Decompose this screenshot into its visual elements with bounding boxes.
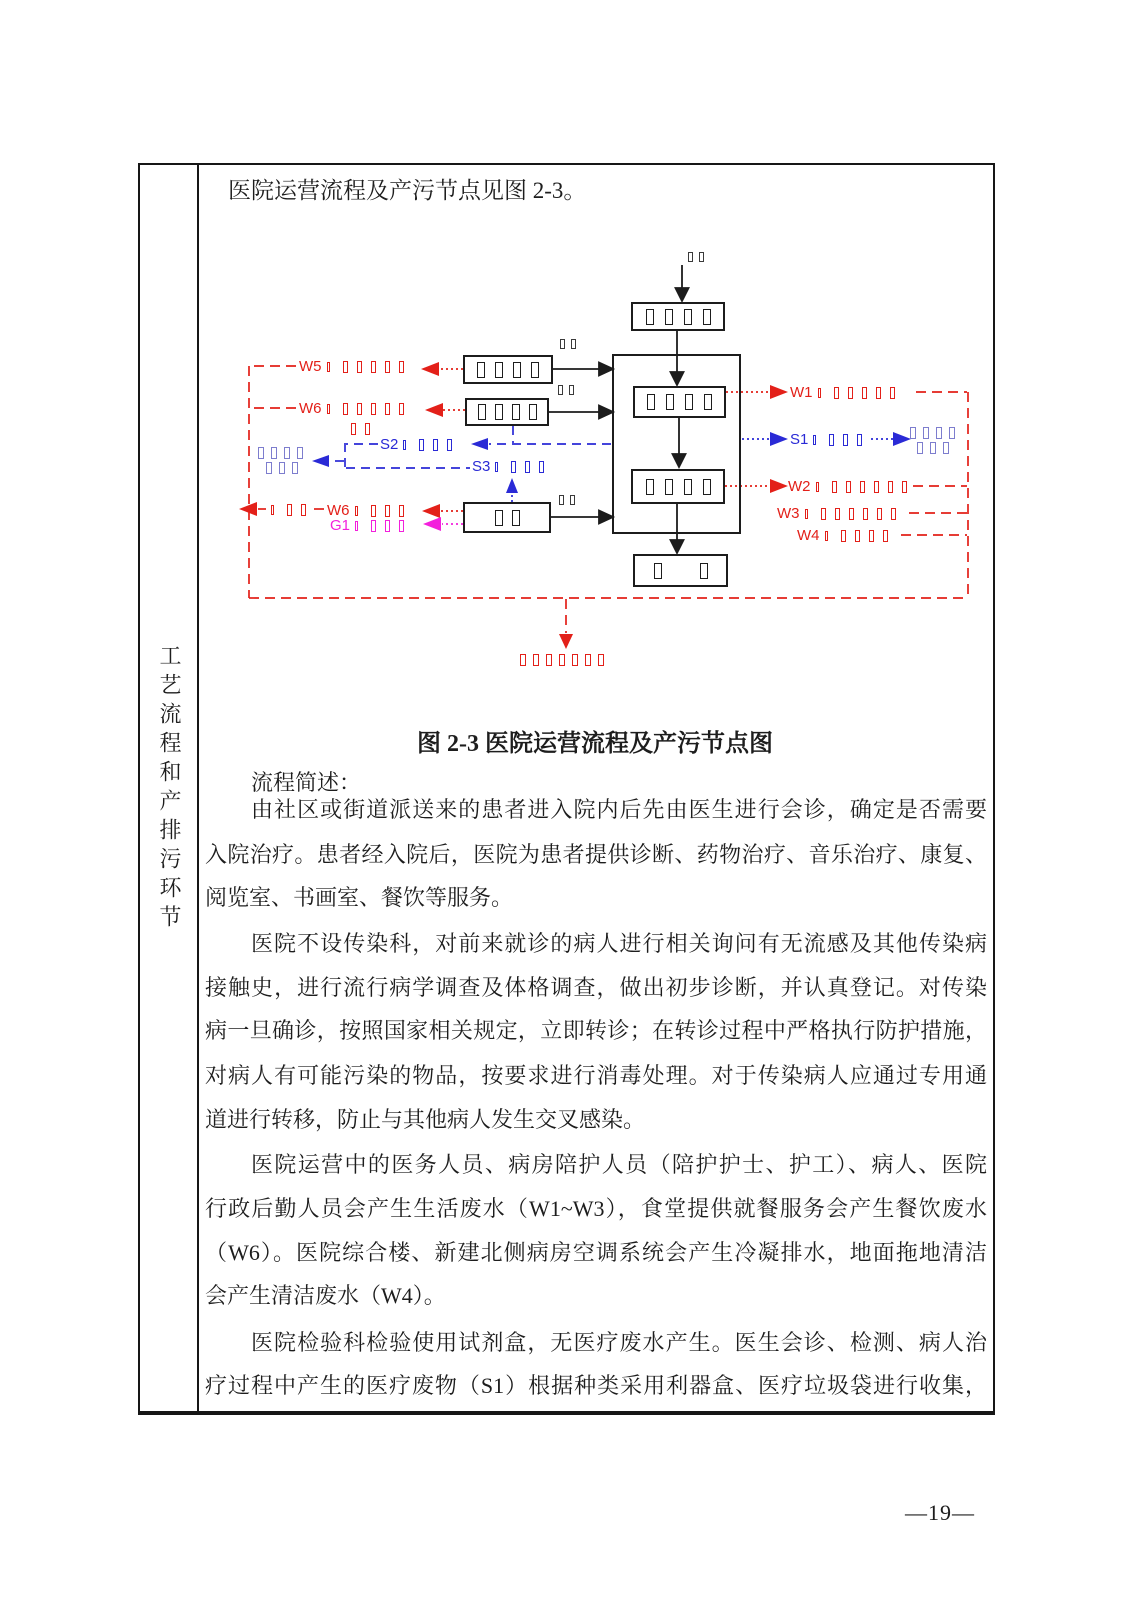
tofu-glyph: [862, 387, 867, 399]
tofu-glyph: [704, 394, 712, 410]
body-text-line: 医院运营中的医务人员、病房陪护人员（陪护护士、护工）、病人、医院: [251, 1152, 987, 1177]
tofu-glyph: [327, 404, 330, 414]
tofu-glyph: [529, 404, 537, 420]
tofu-glyph: [834, 387, 839, 399]
left-box-3-text: [495, 510, 520, 526]
tofu-glyph: [647, 394, 655, 410]
hospital-service-container-box: [612, 354, 741, 534]
tofu-glyph: [385, 520, 390, 532]
tofu-glyph: [805, 509, 808, 519]
tofu-glyph: [876, 387, 881, 399]
tofu-glyph: [829, 434, 834, 446]
label-w4-text: [823, 530, 888, 542]
tofu-glyph: [478, 404, 486, 420]
tofu-glyph: [949, 427, 955, 439]
tofu-glyph: [923, 427, 929, 439]
tofu-glyph: [495, 404, 503, 420]
figure-caption: 图 2-3 医院运营流程及产污节点图: [417, 731, 773, 757]
discharge-box: [633, 554, 728, 587]
tofu-glyph: [585, 654, 591, 666]
label-exit-left-text: [269, 502, 306, 517]
left-box-2-text: [478, 404, 537, 420]
label-w6-lower-code: W6: [327, 502, 350, 519]
tofu-glyph: [365, 423, 370, 435]
label-g1-text: [353, 520, 404, 532]
label-s2-text: [401, 439, 452, 451]
table-column-divider: [197, 163, 199, 1413]
right-destination-line-2: [917, 442, 949, 454]
tofu-glyph: [910, 427, 916, 439]
tofu-glyph: [287, 504, 292, 516]
tofu-glyph: [943, 442, 949, 454]
tofu-glyph: [513, 362, 521, 378]
connector-label-3: [559, 495, 575, 505]
label-s3: [472, 459, 544, 474]
tofu-glyph: [654, 563, 662, 579]
body-text-line: 对病人有可能污染的物品，按要求进行消毒处理。对于传染病人应通过专用通: [205, 1063, 987, 1088]
admission-box: [631, 302, 725, 331]
tofu-glyph: [371, 361, 376, 373]
tofu-glyph: [703, 309, 711, 325]
tofu-glyph: [699, 252, 704, 262]
tofu-glyph: [860, 481, 865, 493]
tofu-glyph: [357, 403, 362, 415]
label-s2: [380, 437, 452, 452]
label-s3-text: [493, 461, 544, 473]
tofu-glyph: [891, 508, 896, 520]
tofu-glyph: [849, 508, 854, 520]
tofu-glyph: [520, 654, 526, 666]
tofu-glyph: [688, 252, 693, 262]
body-text-line: 会产生清洁废水（W4）。: [205, 1283, 446, 1308]
tofu-glyph: [816, 482, 819, 492]
tofu-glyph: [559, 654, 565, 666]
label-w1: [790, 385, 895, 400]
tofu-glyph: [343, 403, 348, 415]
label-w6-upper-wrap: [342, 421, 370, 436]
label-w1-text: [816, 387, 895, 399]
label-w3: [777, 506, 896, 521]
tofu-glyph: [403, 440, 406, 450]
label-s1-code: S1: [790, 431, 809, 448]
body-text-line: 接触史，进行流行病学调查及体格调查，做出初步诊断，并认真登记。对传染: [205, 975, 987, 1000]
tofu-glyph: [703, 479, 711, 495]
label-w5: [299, 359, 404, 374]
tofu-glyph: [936, 427, 942, 439]
label-w2-text: [814, 481, 907, 493]
label-w2-code: W2: [788, 478, 811, 495]
label-w5-text: [325, 361, 404, 373]
tofu-glyph: [327, 362, 330, 372]
label-w4-code: W4: [797, 527, 820, 544]
service-box-lower-text: [646, 479, 711, 495]
bottom-destination-text: [520, 654, 604, 666]
body-text-line: 行政后勤人员会产生生活废水（W1~W3），食堂提供就餐服务会产生餐饮废水: [205, 1196, 987, 1221]
tofu-glyph: [571, 339, 576, 349]
intro-sentence: 医院运营流程及产污节点见图 2-3。: [228, 178, 587, 203]
tofu-glyph: [385, 361, 390, 373]
tofu-glyph: [284, 447, 290, 459]
tofu-glyph: [877, 508, 882, 520]
tofu-glyph: [419, 439, 424, 451]
label-s1-text: [811, 434, 862, 446]
label-s3-code: S3: [472, 458, 491, 475]
tofu-glyph: [258, 447, 264, 459]
tofu-glyph: [857, 434, 862, 446]
page-number: —19—: [905, 1500, 975, 1525]
tofu-glyph: [841, 530, 846, 542]
tofu-glyph: [477, 362, 485, 378]
service-box-upper-text: [647, 394, 712, 410]
tofu-glyph: [890, 387, 895, 399]
label-w3-code: W3: [777, 505, 800, 522]
tofu-glyph: [665, 309, 673, 325]
tofu-glyph: [646, 309, 654, 325]
tofu-glyph: [569, 385, 574, 395]
body-text-line: 医院检验科检验使用试剂盒，无医疗废水产生。医生会诊、检测、病人治: [251, 1330, 987, 1355]
label-w6-lower: [327, 503, 404, 518]
tofu-glyph: [684, 309, 692, 325]
tofu-glyph: [271, 505, 274, 515]
label-g1-code: G1: [330, 517, 351, 534]
tofu-glyph: [512, 510, 520, 526]
label-g1: [330, 518, 404, 533]
label-w6-upper: [299, 401, 404, 416]
tofu-glyph: [846, 481, 851, 493]
tofu-glyph: [531, 362, 539, 378]
tofu-glyph: [447, 439, 452, 451]
tofu-glyph: [399, 520, 404, 532]
body-text-line: 由社区或街道派送来的患者进入院内后先由医生进行会诊，确定是否需要: [251, 797, 987, 822]
tofu-glyph: [292, 462, 298, 474]
tofu-glyph: [848, 387, 853, 399]
left-destination-line-2: [266, 462, 298, 474]
tofu-glyph: [818, 388, 821, 398]
label-s2-code: S2: [380, 436, 399, 453]
tofu-glyph: [371, 505, 376, 517]
tofu-glyph: [301, 504, 306, 516]
label-w3-text: [803, 508, 896, 520]
tofu-glyph: [598, 654, 604, 666]
tofu-glyph: [813, 435, 816, 445]
tofu-glyph: [533, 654, 539, 666]
left-box-1: [463, 355, 553, 384]
tofu-glyph: [399, 361, 404, 373]
admission-box-text: [646, 309, 711, 325]
tofu-glyph: [385, 505, 390, 517]
tofu-glyph: [684, 479, 692, 495]
tofu-glyph: [685, 394, 693, 410]
tofu-glyph: [874, 481, 879, 493]
tofu-glyph: [570, 495, 575, 505]
body-text-line: 病一旦确诊，按照国家相关规定，立即转诊；在转诊过程中严格执行防护措施，: [205, 1018, 987, 1043]
body-text-line: 流程简述：: [251, 770, 362, 795]
tofu-glyph: [399, 403, 404, 415]
tofu-glyph: [700, 563, 708, 579]
connector-label-2: [558, 385, 574, 395]
tofu-glyph: [825, 531, 828, 541]
tofu-glyph: [843, 434, 848, 446]
tofu-glyph: [351, 423, 356, 435]
tofu-glyph: [888, 481, 893, 493]
tofu-glyph: [869, 530, 874, 542]
tofu-glyph: [902, 481, 907, 493]
body-text-line: 道进行转移，防止与其他病人发生交叉感染。: [205, 1107, 646, 1132]
tofu-glyph: [355, 506, 358, 516]
tofu-glyph: [546, 654, 552, 666]
label-w4: [797, 528, 888, 543]
tofu-glyph: [665, 479, 673, 495]
tofu-glyph: [399, 505, 404, 517]
body-text-line: 入院治疗。患者经入院后，医院为患者提供诊断、药物治疗、音乐治疗、康复、: [205, 842, 987, 867]
tofu-glyph: [495, 362, 503, 378]
tofu-glyph: [266, 462, 272, 474]
connector-label-1: [560, 339, 576, 349]
tofu-glyph: [572, 654, 578, 666]
left-box-2: [465, 398, 549, 426]
label-w5-code: W5: [299, 358, 322, 375]
tofu-glyph: [821, 508, 826, 520]
tofu-glyph: [558, 385, 563, 395]
tofu-glyph: [525, 461, 530, 473]
tofu-glyph: [297, 447, 303, 459]
left-box-1-text: [477, 362, 539, 378]
tofu-glyph: [495, 510, 503, 526]
tofu-glyph: [343, 361, 348, 373]
service-box-upper: [633, 386, 726, 418]
label-w6-upper-text: [325, 403, 404, 415]
label-w6-lower-text: [353, 505, 404, 517]
body-text-line: 医院不设传染科，对前来就诊的病人进行相关询问有无流感及其他传染病: [251, 931, 987, 956]
patient-label: [688, 252, 704, 262]
tofu-glyph: [433, 439, 438, 451]
tofu-glyph: [646, 479, 654, 495]
body-text-line: 疗过程中产生的医疗废物（S1）根据种类采用利器盒、医疗垃圾袋进行收集，: [205, 1373, 987, 1398]
tofu-glyph: [371, 520, 376, 532]
tofu-glyph: [511, 461, 516, 473]
tofu-glyph: [495, 462, 498, 472]
label-w2: [788, 479, 907, 494]
tofu-glyph: [539, 461, 544, 473]
tofu-glyph: [559, 495, 564, 505]
service-box-lower: [631, 469, 725, 504]
right-destination-line-1: [910, 427, 955, 439]
tofu-glyph: [279, 462, 285, 474]
row-header-process-flow: 工艺流程和产排污环节: [157, 644, 182, 934]
tofu-glyph: [917, 442, 923, 454]
tofu-glyph: [371, 403, 376, 415]
label-s1: [790, 432, 862, 447]
tofu-glyph: [855, 530, 860, 542]
label-w1-code: W1: [790, 384, 813, 401]
tofu-glyph: [863, 508, 868, 520]
tofu-glyph: [835, 508, 840, 520]
left-box-3: [463, 502, 551, 533]
tofu-glyph: [666, 394, 674, 410]
body-text-line: 阅览室、书画室、餐饮等服务。: [205, 885, 514, 910]
tofu-glyph: [355, 521, 358, 531]
tofu-glyph: [512, 404, 520, 420]
tofu-glyph: [883, 530, 888, 542]
body-text-line: （W6）。医院综合楼、新建北侧病房空调系统会产生冷凝排水，地面拖地清洁: [205, 1240, 987, 1265]
tofu-glyph: [271, 447, 277, 459]
left-destination-line-1: [258, 447, 303, 459]
tofu-glyph: [930, 442, 936, 454]
tofu-glyph: [385, 403, 390, 415]
tofu-glyph: [560, 339, 565, 349]
discharge-box-text: [654, 563, 708, 579]
tofu-glyph: [357, 361, 362, 373]
label-w6-upper-code: W6: [299, 400, 322, 417]
tofu-glyph: [832, 481, 837, 493]
